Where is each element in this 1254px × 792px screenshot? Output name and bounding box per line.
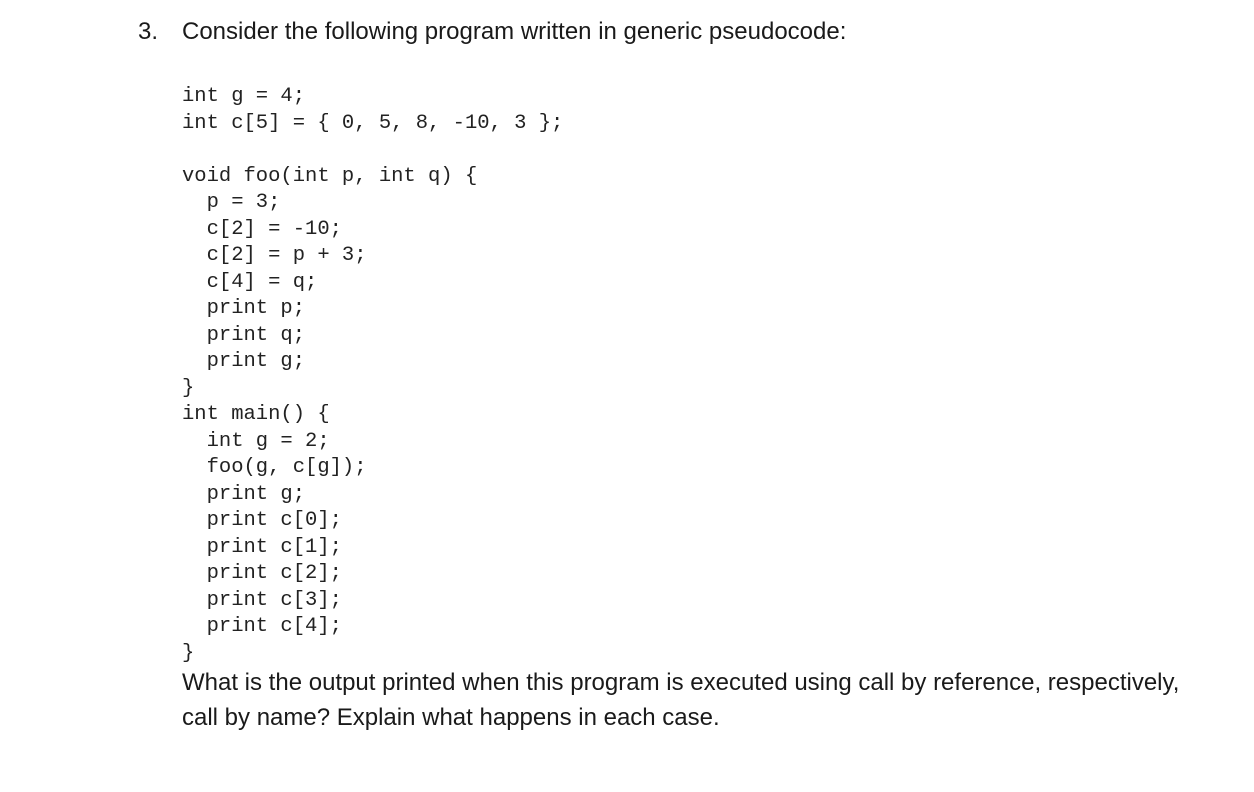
code-line: int main() { [182,403,330,426]
code-line: print p; [182,297,306,320]
code-line: foo(g, c[g]); [182,456,367,479]
code-line: print c[0]; [182,509,342,532]
code-line: print c[3]; [182,588,342,612]
code-line: int g = 4; [182,85,306,108]
code-line: } [182,641,195,665]
question-prompt: Consider the following program written in generic pseudocode: [182,18,847,45]
code-line: print c[4]; [182,615,342,638]
code-line: print g; [182,350,306,373]
question-number: 3. [138,18,159,45]
code-line: int c[5] = { 0, 5, 8, -10, 3 }; [182,111,564,135]
code-line: int g = 2; [182,429,330,453]
code-line: print c[2]; [182,562,342,585]
code-line: void foo(int p, int q) { [182,164,478,188]
code-line: c[4] = q; [182,270,318,294]
code-line: print q; [182,323,306,347]
code-line: print g; [182,482,306,506]
closing-question: What is the output printed when this program is executed using call by reference, respectively, call by name? Explain what happens in each case. [182,669,1180,731]
code-block [182,84,563,667]
code-line: print c[1]; [182,535,342,559]
code-line: p = 3; [182,191,281,214]
code-line [182,137,563,164]
code-line: c[2] = -10; [182,217,342,241]
code-line: } [182,376,195,400]
code-line: c[2] = p + 3; [182,244,367,267]
